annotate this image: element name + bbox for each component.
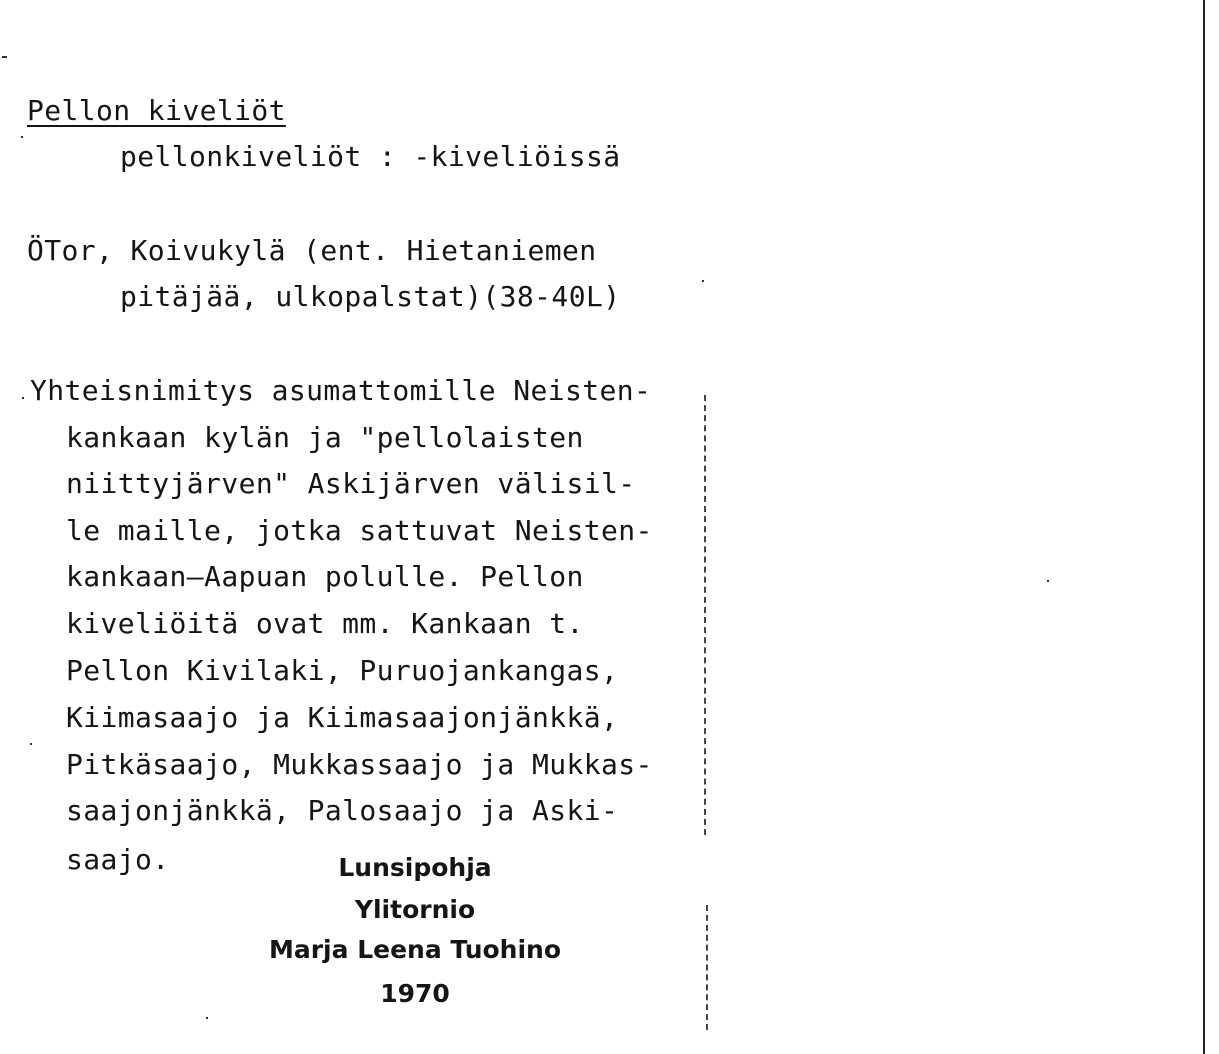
body-line-2: kankaan kylän ja "pellolaisten	[66, 421, 584, 454]
scan-speck	[21, 136, 23, 138]
scan-speck	[206, 1017, 208, 1019]
body-line-10: saajonjänkkä, Palosaajo ja Aski-	[66, 794, 619, 827]
card-heading: Pellon kiveliöt	[27, 94, 286, 127]
scan-speck	[22, 397, 24, 399]
body-line-11: saajo.	[66, 843, 170, 876]
body-line-1: Yhteisnimitys asumattomille Neisten-	[30, 374, 652, 407]
inflection-forms: pellonkiveliöt : -kiveliöissä	[120, 140, 621, 173]
body-line-6: kiveliöitä ovat mm. Kankaan t.	[66, 607, 584, 640]
scan-speck	[702, 280, 704, 282]
stamp-year: 1970	[380, 979, 450, 1008]
card-margin-line	[704, 395, 706, 835]
body-line-8: Kiimasaajo ja Kiimasaajonjänkkä,	[66, 701, 619, 734]
stamp-municipality: Ylitornio	[354, 895, 476, 924]
body-line-5: kankaan—Aapuan polulle. Pellon	[66, 560, 584, 593]
body-line-9: Pitkäsaajo, Mukkassaajo ja Mukkas-	[66, 748, 653, 781]
body-line-3: niittyjärven" Askijärven välisil-	[66, 467, 636, 500]
card-margin-line-lower	[706, 905, 708, 1030]
scan-speck	[1047, 580, 1049, 582]
stamp-collector: Marja Leena Tuohino	[268, 935, 562, 964]
body-line-7: Pellon Kivilaki, Puruojankangas,	[66, 654, 619, 687]
body-line-4: le maille, jotka sattuvat Neisten-	[66, 514, 653, 547]
scan-mark	[2, 56, 7, 58]
scan-speck	[30, 743, 32, 745]
stamp-region: Lunsipohja	[338, 853, 492, 882]
location-line-1: ÖTor, Koivukylä (ent. Hietaniemen	[27, 234, 597, 267]
location-line-2: pitäjää, ulkopalstat)(38-40L)	[120, 280, 621, 313]
card-right-edge	[1203, 0, 1205, 1054]
